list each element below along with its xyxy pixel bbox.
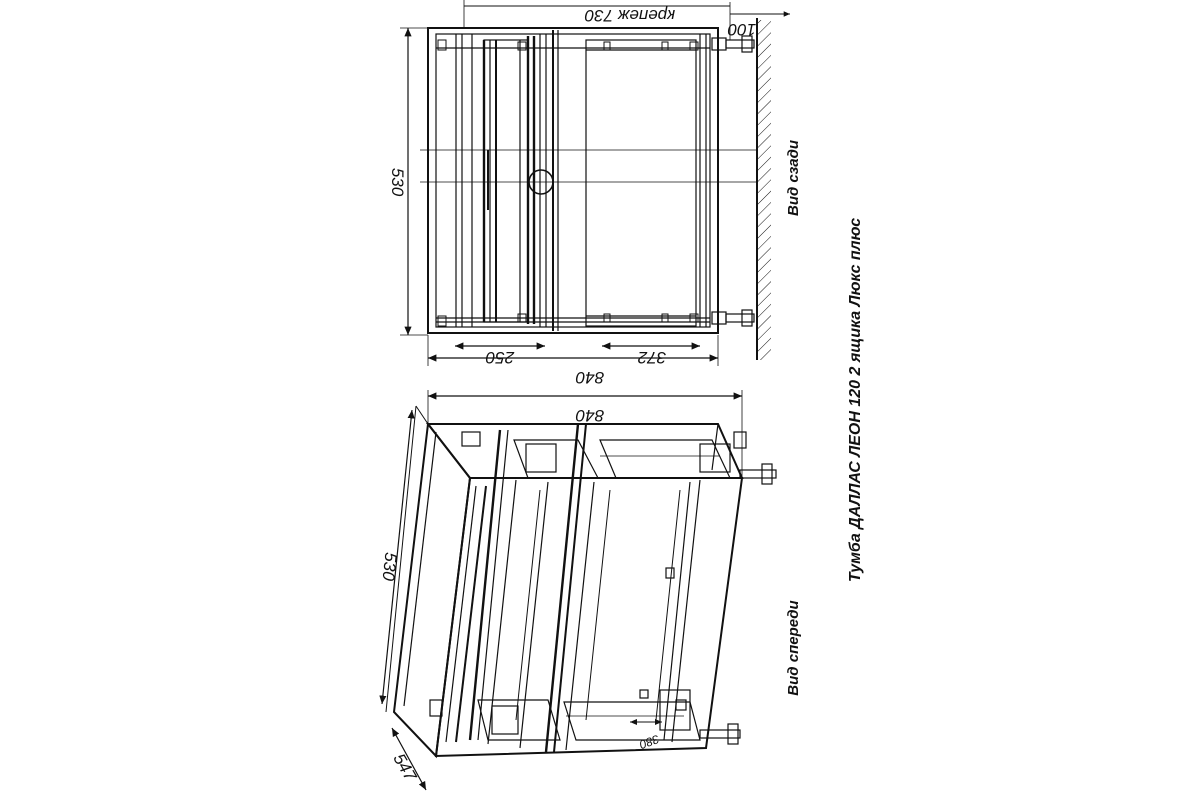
rear-dim-width: 840 [575, 368, 605, 387]
front-dim-width: 840 [575, 406, 605, 425]
front-view-label: Вид спереди [785, 600, 802, 696]
rear-dim-offset: 100 [727, 20, 757, 39]
rear-view [400, 0, 790, 366]
drawing-title: Тумба ДАЛЛАС ЛЕОН 120 2 ящика Люкс плюс [847, 217, 864, 583]
front-dim-drawer: 380 [637, 731, 662, 752]
rear-dim-left-part: 250 [485, 348, 515, 367]
rear-dim-mount: крепеж 730 [584, 6, 676, 25]
rear-fasteners [438, 40, 698, 326]
rear-cabinet-inner [436, 34, 710, 327]
front-dim-depth: 547 [389, 750, 421, 785]
front-dim-height: 530 [378, 551, 401, 582]
front-view [382, 390, 776, 790]
wall-hatch [757, 20, 771, 360]
rear-dim-right-part: 372 [637, 348, 667, 367]
rear-dim-height: 530 [388, 167, 407, 197]
rear-view-label: Вид сзади [785, 139, 802, 217]
